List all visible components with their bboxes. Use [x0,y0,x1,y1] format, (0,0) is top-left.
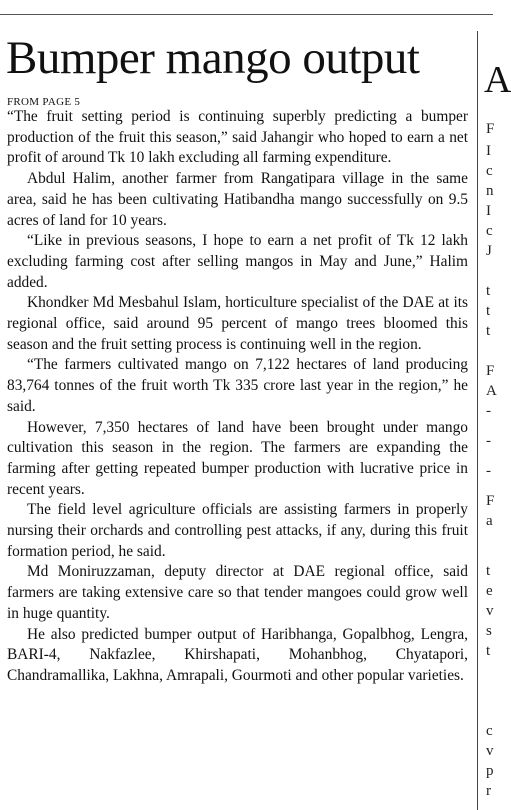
continuation-kicker: FROM PAGE 5 [7,96,81,108]
adjacent-fragment: t [486,643,491,659]
adjacent-fragment: p [486,763,494,779]
adjacent-fragment: t [486,323,491,339]
top-rule [0,14,493,15]
article-paragraph: Khondker Md Mesbahul Islam, horticulture specialist of the DAE at its regional office, said around 95 percent of mango trees bloomed this season and the fruit setting process is continuing well in the region. [7,294,468,353]
adjacent-fragment: a [486,513,493,529]
article-paragraph: “Like in previous seasons, I hope to earn a net profit of Tk 12 lakh excluding farming cost after selling mangos in May and June,” Halim added. [7,232,468,291]
adjacent-fragment: c [486,163,493,179]
adjacent-column [484,0,511,810]
adjacent-fragment: F [486,363,495,379]
adjacent-fragment: I [486,203,491,219]
adjacent-fragment: v [486,603,494,619]
adjacent-fragment: e [486,583,493,599]
adjacent-fragment: v [486,743,494,759]
article-paragraph: The field level agriculture officials are assisting farmers in properly nursing their orchards and controlling pest attacks, if any, during this fruit formation period, he said. [7,501,468,560]
adjacent-fragment: - [486,403,491,419]
adjacent-headline-fragment: A [484,59,511,101]
article-body [7,107,468,687]
adjacent-fragment: c [486,223,493,239]
article-paragraph: Md Moniruzzaman, deputy director at DAE regional office, said farmers are taking extensive care so that tender mangoes could grow well in huge quantity. [7,563,468,622]
adjacent-fragment: F [486,121,495,137]
adjacent-fragment: t [486,283,491,299]
adjacent-fragment: J [486,243,492,259]
article-paragraph: “The fruit setting period is continuing superbly predicting a bumper production of the fruit this season,” said Jahangir who hoped to earn a net profit of around Tk 10 lakh excluding all farming expenditure. [7,108,468,167]
article-paragraph: “The farmers cultivated mango on 7,122 hectares of land producing 83,764 tonnes of the fruit worth Tk 335 crore last year in the region,” he said. [7,356,468,415]
adjacent-fragment: F [486,493,495,509]
headline: Bumper mango output [6,32,420,84]
article-paragraph: He also predicted bumper output of Haribhanga, Gopalbhog, Lengra, BARI-4, Nakfazlee, Khirshapati, Mohanbhog, Chyatapori, Chandramallika, Lakhna, Amrapali, Gourmoti and other popular varieties. [7,625,468,684]
adjacent-fragment: t [486,303,491,319]
adjacent-fragment: I [486,143,491,159]
adjacent-fragment: c [486,723,493,739]
adjacent-fragment: r [486,783,491,799]
adjacent-fragment: n [486,183,494,199]
article-paragraph: However, 7,350 hectares of land have been brought under mango cultivation this season in the region. The farmers are expanding the farming after getting repeated bumper production with lucrative price in recent years. [7,418,468,498]
adjacent-fragment: t [486,563,491,579]
adjacent-fragment: s [486,623,492,639]
adjacent-fragment: A [486,383,497,399]
column-divider [477,31,478,810]
adjacent-fragment: - [486,463,491,479]
adjacent-fragment: - [486,433,491,449]
article-paragraph: Abdul Halim, another farmer from Rangatipara village in the same area, said he has been cultivating Hatibandha mango successfully on 9.5 acres of land for 10 years. [7,170,468,229]
